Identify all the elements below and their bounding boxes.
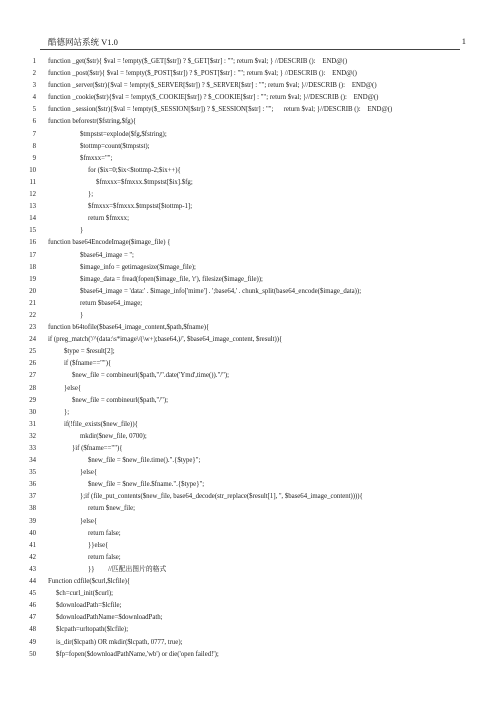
- line-text: function base64EncodeImage($image_file) {: [48, 239, 171, 247]
- code-line: [0, 334, 500, 346]
- line-number: 17: [29, 251, 36, 259]
- line-number: 20: [29, 287, 36, 295]
- code-line: [0, 116, 500, 128]
- code-line: [0, 407, 500, 419]
- line-number: 8: [32, 142, 36, 150]
- line-number: 46: [29, 602, 36, 610]
- code-line: [0, 274, 500, 286]
- code-line: [0, 153, 500, 165]
- line-text: function _session($str){$val = !empty($_SESSION[$str]) ? $_SESSION[$str] : ""; return $val; }//DESCRIB (): END@(): [48, 106, 393, 114]
- line-text: $downloadPath=$lcfile;: [56, 602, 122, 610]
- code-line: [0, 600, 500, 612]
- line-text: return $base64_image;: [80, 299, 143, 307]
- page-header: [40, 35, 466, 50]
- line-text: mkdir($new_file, 0700);: [80, 432, 147, 440]
- line-number: 21: [29, 299, 36, 307]
- code-line: [0, 576, 500, 588]
- line-number: 42: [29, 553, 36, 561]
- line-number: 1: [32, 58, 36, 65]
- code-line: [0, 141, 500, 153]
- line-number: 15: [29, 227, 36, 235]
- line-number: 39: [29, 517, 36, 525]
- code-line: [0, 588, 500, 600]
- line-number: 32: [29, 432, 36, 440]
- code-line: [0, 637, 500, 649]
- line-text: if ($fname==""){: [64, 360, 112, 368]
- line-number: 41: [29, 541, 36, 549]
- line-text: };: [88, 191, 94, 199]
- document-title: 酷德网站系统 V1.0: [48, 37, 118, 47]
- line-text: function _post($str){ $val = !empty($_POST[$str]) ? $_POST[$str] : ""; return $val; } //DESCRIB (): END@(): [48, 70, 357, 78]
- line-number: 47: [29, 614, 36, 622]
- line-text: $type = $result[2];: [64, 348, 115, 356]
- line-text: }else{: [80, 517, 98, 525]
- line-number: 36: [29, 481, 36, 489]
- line-number: 5: [32, 106, 36, 114]
- code-line: [0, 649, 500, 661]
- line-number: 26: [29, 360, 36, 368]
- line-number: 2: [32, 70, 36, 78]
- line-text: function _cookie($str){$val = !empty($_COOKIE[$str]) ? $_COOKIE[$str] : ""; return $val; }//DESCRIB (): END@(): [48, 94, 379, 102]
- line-text: $lcpath=urltopath($lcfile);: [56, 626, 129, 634]
- line-number: 16: [29, 239, 36, 247]
- line-number: 37: [29, 493, 36, 501]
- code-line: [0, 322, 500, 334]
- code-line: [0, 540, 500, 552]
- line-number: 35: [29, 469, 36, 477]
- line-number: 49: [29, 638, 36, 646]
- code-line: [0, 177, 500, 189]
- line-number: 44: [29, 578, 36, 586]
- line-text: }: [80, 227, 84, 235]
- code-line: [0, 431, 500, 443]
- line-text: };if (file_put_contents($new_file, base64_decode(str_replace($result[1], '', $base64_image_content)))){: [80, 493, 363, 501]
- line-number: 12: [29, 191, 36, 199]
- code-line: [0, 552, 500, 564]
- line-number: 4: [32, 94, 36, 102]
- line-number: 45: [29, 590, 36, 598]
- line-number: 14: [29, 215, 36, 223]
- line-text: $fp=fopen($downloadPathName,'wb') or die('open failed!');: [56, 650, 219, 658]
- line-number: 48: [29, 626, 36, 634]
- line-text: $downloadPathName=$downloadPath;: [56, 614, 163, 622]
- code-line: [0, 479, 500, 491]
- line-text: }} //匹配出图片的格式: [88, 565, 167, 573]
- code-line: [0, 104, 500, 116]
- line-text: for ($ix=0;$ix<$tottmp-2;$ix++){: [88, 166, 181, 174]
- line-text: $fmxxx=$fmxxx.$tmpstst[$tottmp-1];: [88, 203, 193, 211]
- line-number: 10: [29, 166, 36, 174]
- line-text: };: [64, 408, 70, 416]
- line-number: 29: [29, 396, 36, 404]
- line-number: 43: [29, 565, 36, 573]
- line-text: is_dir($lcpath) OR mkdir($lcpath, 0777, true);: [56, 638, 183, 646]
- code-line: [0, 56, 500, 68]
- line-text: function beforestr($fstring,$fg){: [48, 118, 137, 126]
- line-number: 30: [29, 408, 36, 416]
- line-text: Function cdfile($curl,$lcfile){: [48, 578, 131, 586]
- line-text: $new_file = combineurl($path,"/".date('Ymd',time())."/");: [72, 372, 230, 380]
- code-line: [0, 92, 500, 104]
- line-text: $base64_image = '';: [80, 251, 134, 259]
- code-line: [0, 358, 500, 370]
- line-text: if (preg_match('/^(data:\s*image\/(\w+);base64,)/', $base64_image_content, $result)){: [48, 336, 283, 344]
- code-line: [0, 455, 500, 467]
- code-line: [0, 129, 500, 141]
- line-text: }else{: [80, 469, 98, 477]
- line-number: 27: [29, 372, 36, 380]
- line-text: $fmxxx=$fmxxx.$tmpstst[$ix].$fg;: [96, 178, 193, 186]
- line-text: $image_info = getimagesize($image_file);: [80, 263, 196, 271]
- line-number: 40: [29, 529, 36, 537]
- code-line: [0, 516, 500, 528]
- code-line: [0, 165, 500, 177]
- code-line: [0, 310, 500, 322]
- code-line: [0, 491, 500, 503]
- line-text: return $new_file;: [88, 505, 135, 513]
- line-number: 13: [29, 203, 36, 211]
- line-number: 6: [32, 118, 36, 126]
- line-number: 22: [29, 311, 36, 319]
- code-line: [0, 528, 500, 540]
- line-text: function _get($str){ $val = !empty($_GET[$str]) ? $_GET[$str] : ""; return $val; } //DESCRIB (): END@(): [48, 58, 348, 65]
- line-text: }: [80, 311, 84, 319]
- line-text: function _server($str){$val = !empty($_SERVER[$str]) ? $_SERVER[$str] : ""; return $val; }//DESCRIB (): END@(): [48, 82, 377, 90]
- code-line: [0, 68, 500, 80]
- code-line: [0, 213, 500, 225]
- line-text: $tottmp=count($tmpstst);: [80, 142, 150, 150]
- code-line: [0, 467, 500, 479]
- code-line: [0, 250, 500, 262]
- line-number: 19: [29, 275, 36, 283]
- code-line: [0, 189, 500, 201]
- code-line: [0, 624, 500, 636]
- line-text: $tmpstst=explode($fg,$fstring);: [80, 130, 167, 138]
- code-line: [0, 225, 500, 237]
- line-number: 24: [29, 336, 36, 344]
- line-number: 3: [32, 82, 36, 90]
- line-text: $new_file = combineurl($path,"/");: [72, 396, 169, 404]
- line-text: return $fmxxx;: [88, 215, 129, 223]
- line-text: function b64tofile($base64_image_content,$path,$fname){: [48, 324, 210, 332]
- line-text: }if ($fname==""){: [72, 445, 123, 452]
- line-text: $ch=curl_init($curl);: [56, 590, 114, 598]
- page-number: 1: [461, 36, 466, 46]
- code-line: [0, 419, 500, 431]
- line-number: 50: [29, 650, 36, 658]
- code-line: [0, 443, 500, 455]
- code-line: [0, 503, 500, 515]
- code-line: [0, 237, 500, 249]
- code-line: [0, 564, 500, 576]
- code-line: [0, 201, 500, 213]
- line-number: 25: [29, 348, 36, 356]
- line-text: $new_file = $new_file.$fname.".{$type}";: [88, 481, 205, 489]
- line-number: 34: [29, 457, 36, 465]
- line-number: 28: [29, 384, 36, 392]
- line-text: if(!file_exists($new_file)){: [64, 420, 138, 428]
- line-number: 38: [29, 505, 36, 513]
- line-text: }}else{: [88, 541, 109, 549]
- line-number: 33: [29, 445, 36, 452]
- code-line: [0, 80, 500, 92]
- line-number: 23: [29, 324, 36, 332]
- code-line: [0, 383, 500, 395]
- code-line: [0, 286, 500, 298]
- code-listing: [0, 56, 500, 661]
- line-number: 11: [29, 178, 36, 186]
- line-text: return false;: [88, 529, 121, 537]
- line-text: $image_data = fread(fopen($image_file, 'r'), filesize($image_file));: [80, 275, 263, 283]
- line-text: }else{: [64, 384, 82, 392]
- line-text: return false;: [88, 553, 121, 561]
- line-number: 9: [32, 154, 36, 162]
- line-text: $base64_image = 'data:' . $image_info['mime'] . ';base64,' . chunk_split(base64_encode($image_data));: [80, 287, 362, 295]
- code-line: [0, 346, 500, 358]
- line-number: 7: [32, 130, 36, 138]
- code-line: [0, 370, 500, 382]
- code-line: [0, 298, 500, 310]
- line-number: 31: [29, 420, 36, 428]
- line-text: $fmxxx="";: [80, 154, 113, 162]
- line-text: $new_file = $new_file.time().".{$type}";: [88, 457, 201, 465]
- code-line: [0, 612, 500, 624]
- code-line: [0, 395, 500, 407]
- code-line: [0, 262, 500, 274]
- line-number: 18: [29, 263, 36, 271]
